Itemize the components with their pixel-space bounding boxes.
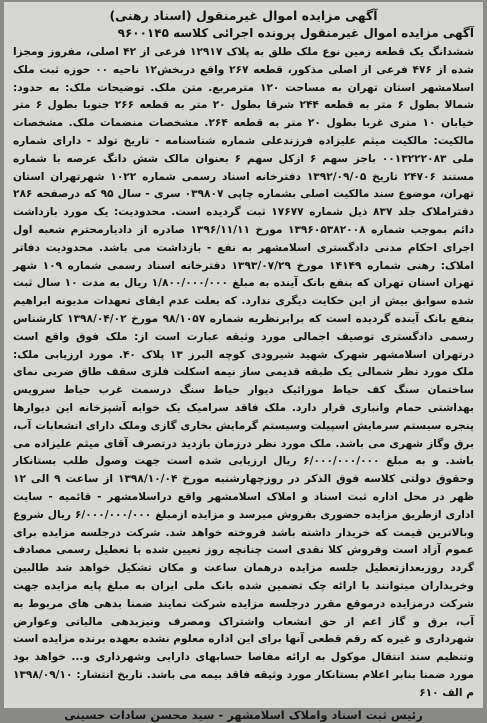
notice-signature: رئیس ثبت اسناد واملاک اسلامشهر - سید محسن سادات حسینی xyxy=(64,708,423,723)
notice-title: آگهی مزایده اموال غیرمنقول (اسناد رهنی) xyxy=(109,8,378,23)
newspaper-clipping xyxy=(4,2,483,723)
notice-subtitle: آگهی مزایده اموال غیرمنقول پرونده اجرائی کلاسه ۹۶۰۰۱۴۵ xyxy=(117,26,474,40)
notice-body: ششدانگ یک قطعه زمین نوع ملک طلق به پلاک ۱۲۹۱۷ فرعی از ۴۲ اصلی، مفروز ومجزا شده از ۴۷۶ فرعی از اصلی مذکور، قطعه ۲۶۷ واقع دربخش۱۲ ناحیه ۰۰ حوزه ثبت ملک اسلامشهر استان تهران به مساحت ۱۲۰ مترمربع. متن ملک. توضیحات ملک: به حدود: شمالا بطول ۶ متر به قطعه ۲۴۴ شرقا بطول ۲۰ متر به قطعه ۲۶۶ جنوبا بطول ۶ متر خیابان ۱۰ متری غربا بطول ۲۰ متر به قطعه ۲۶۴. مشخصات منضمات ملک. مشخصات مالکیت: مالکیت میثم علیزاده فرزندعلی شماره شناسنامه - تاریخ تولد - دارای شماره ملی ۰۰۱۳۲۲۲۰۸۳ باجز سهم ۶ ازکل سهم ۶ بعنوان مالک شش دانگ عرصه با شماره مستند ۲۴۷۰۶ تاریخ ۱۳۹۲/۰۹/۰۵ دفترخانه اسناد رسمی شماره ۱۰۲۲ شهرتهران استان تهران، موضوع سند مالکیت اصلی بشماره چاپی ۰۳۹۸۰۷ سری - سال ۹۵ که درصفحه ۲۸۶ دفتراملاک جلد ۸۳۷ ذیل شماره ۱۷۶۷۷ ثبت گردیده است. محدودیت: یک مورد بازداشت دائم بموجب شماره ۱۳۹۶۰۵۳۸۲۰۰۸ مورخ ۱۳۹۶/۱۱/۱۱ صادره از دادیارمحترم شعبه اول اجرای احکام مدنی دادگستری اسلامشهر به نفع - بازداشت می باشد. محدودیت دفاتر املاک: رهنی شماره ۱۴۱۴۹ مورخ ۱۳۹۳/۰۷/۲۹ دفترخانه اسناد رسمی شماره ۱۰۹ شهر تهران استان تهران که بنفع بانک آینده به مبلغ ۱/۸۰۰/۰۰۰/۰۰۰ ریال به مدت ۱۰ سال ثبت شده سوابق بیش از این حکایت دیگری ندارد. که بعلت عدم ایفای تعهدات مدیونه ابراهیم بنفع بانک آینده گردیده است که برابرنظریه شماره ۹۸/۱۰۵۷ مورخ ۱۳۹۸/۰۴/۰۲ کارشناس رسمی دادگستری توصیف اجمالی مورد وثیقه عبارت است از: ملک فوق واقع است درتهران اسلامشهر شهرک شهید شیرودی کوچه البرز ۱۳ پلاک ۴۰. مورد ارزیابی ملک: ملک مورد نظر شمالی یک طبقه قدیمی ساز نیمه اسکلت فلزی سقف طاق ضربی نمای ساختمان سنگ کف حیاط موزائیک دیوار حیاط سنگ درسمت غرب حیاط سرویس بهداشتی حمام وانباری قرار دارد. ملک فاقد سرامیک یک خوابه آشپزخانه این دیوارها پنجره سیستم سرمایش اسپیلت وسیستم گرمایش بخاری گازی وملک دارای انشعابات آب، برق وگاز شهری می باشد. ملک مورد نظر درزمان بازدید درتصرف آقای میثم علیزاده می باشد. و به مبلغ ۶/۰۰۰/۰۰۰/۰۰۰ ریال ارزیابی شده است جهت وصول طلب بستانکار وحقوق دولتی کلاسه فوق الذکر در روزچهارشنبه مورخ ۱۳۹۸/۱۰/۰۴ از ساعت ۹ الی ۱۲ ظهر در محل اداره ثبت اسناد و املاک اسلامشهر واقع دراسلامشهر - قائمیه - سایت اداری ازطریق مزایده حضوری بفروش میرسد و مزایده ازمبلغ ۶/۰۰۰/۰۰۰/۰۰۰ ریال شروع وبالاترین قیمت که خریدار داشته باشد فروخته خواهد شد. شرکت درجلسه مزایده برای عموم آزاد است وفروش کلا نقدی است چنانچه روز تعیین شده با تعطیل رسمی مصادف گردد روزبعدازتعطیل جلسه مزایده درهمان ساعت و مکان تشکیل خواهد شد طالبین وخریداران میتوانند با ارائه چک تضمین شده بانک ملی ایران به مبلغ پایه مزایده جهت شرکت درمزایده درموقع مقرر درجلسه مزایده شرکت نمایند ضمنا بدهی های مربوط به آب، برق و گاز اعم از حق انشعاب واشتراک ومصرف ونیزبدهی مالیاتی وعوارض شهرداری و غیره که رقم قطعی آنها برای این اداره معلوم نشده بعهده برنده مزایده است وتنظیم سند انتقال موکول به ارائه مفاصا حسابهای دارایی وشهرداری و... خواهد بود مورد ضمنا بنابر اعلام بستانکار مورد وثیقه فاقد بیمه می باشد. تاریخ انتشار: ۱۳۹۸/۰۹/۱۰ م الف ۶۱۰ xyxy=(13,46,475,699)
